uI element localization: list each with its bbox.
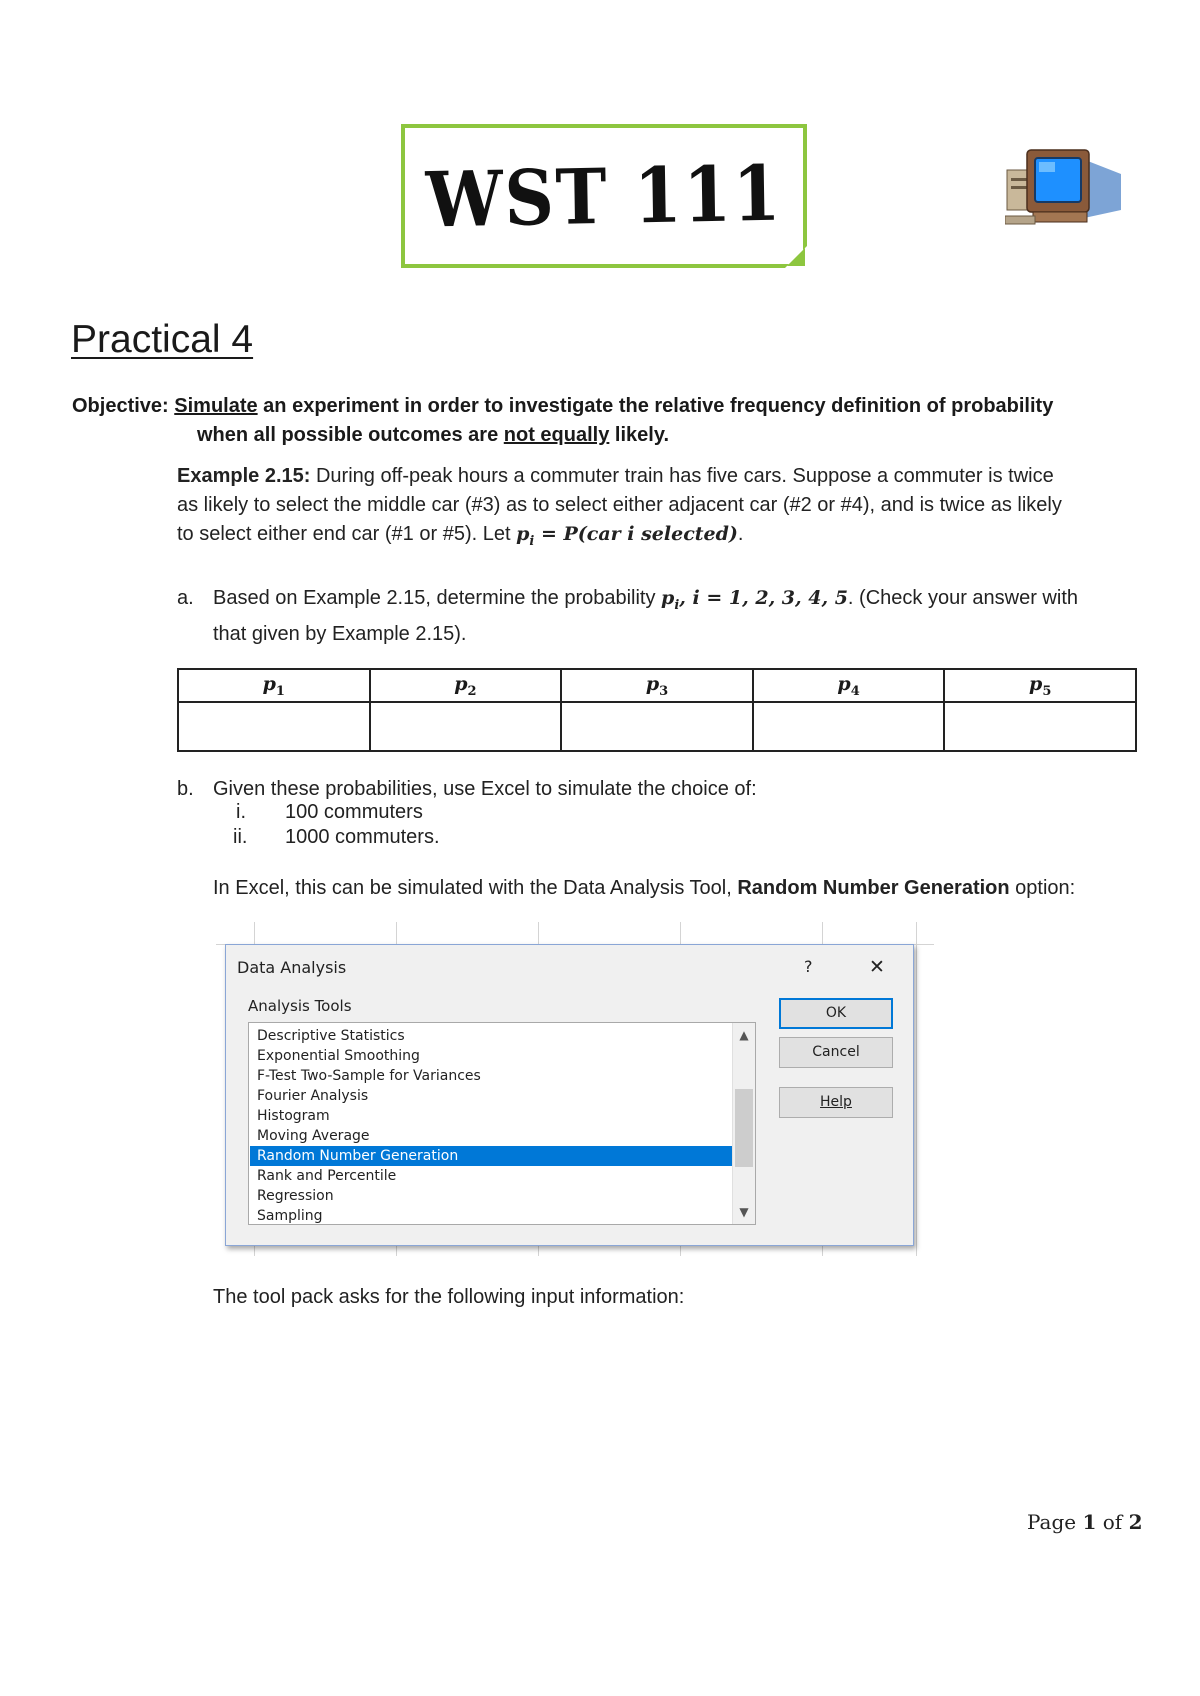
example-formula: $p_i = P(car$ i selected) [516,523,738,549]
list-item-sampling[interactable]: Sampling [257,1208,323,1224]
header-p3: $p_3$ [561,669,753,702]
course-logo [401,124,807,268]
answer-cell-p3[interactable] [561,702,753,751]
list-item-random-number-generation[interactable]: Random Number Generation [250,1146,732,1166]
answer-cell-p1[interactable] [178,702,370,751]
excel-option-name: Random Number Generation [737,877,1010,899]
dialog-title: Data Analysis [237,958,347,977]
page-curl-icon [785,246,807,268]
part-a-marker: a. [177,587,194,609]
example-paragraph: Example 2.15: During off-peak hours a commuter train has five cars. Suppose a commuter is twice as likely to select the middle car (#3) as to select either adjacent car (#2 or #4), and is twice as likely to select either end car (#1 or #5). Let $p_i = P(car$ i selected). [177,462,1137,556]
help-button[interactable]: Help [779,1087,893,1118]
analysis-tools-label: Analysis Tools [248,997,352,1015]
objective [72,392,1140,450]
scroll-down-icon[interactable]: ▼ [739,1205,749,1219]
list-item: 1000 commuters. [285,826,440,848]
list-item-rank-and-percentile[interactable]: Rank and Percentile [257,1168,397,1184]
ok-button[interactable]: OK [779,998,893,1029]
part-b-marker: b. [177,778,194,800]
cancel-button[interactable]: Cancel [779,1037,893,1068]
part-b-list-numbers [233,800,248,850]
objective-not-equally: not equally [503,424,610,446]
page-title: Practical 4 [71,318,254,361]
list-item-exponential-smoothing[interactable]: Exponential Smoothing [257,1048,420,1064]
header-p4: $p_4$ [753,669,945,702]
help-icon[interactable]: ? [804,957,813,976]
header-p5: $p_5$ [944,669,1136,702]
list-item-fourier-analysis[interactable]: Fourier Analysis [257,1088,369,1104]
example-line-1: During off-peak hours a commuter train has five cars. Suppose a commuter is twice [310,465,1054,487]
part-a-text-1: Based on Example 2.15, determine the probability [213,587,662,609]
data-analysis-dialog [225,944,914,1246]
part-a-text-3: that given by Example 2.15). [213,622,467,645]
part-a [213,584,1137,649]
computer-icon [1005,148,1123,228]
part-b-text: Given these probabilities, use Excel to simulate the choice of: [213,778,757,800]
list-item-num: ii. [233,826,248,848]
example-label: Example 2.15: [177,465,311,487]
objective-text-3: likely. [609,424,670,446]
objective-text-2: when all possible outcomes are [197,424,504,446]
example-line-2: as likely to select the middle car (#3) as to select either adjacent car (#2 or #4), and is twice as likely [177,494,1062,516]
answer-cell-p2[interactable] [370,702,562,751]
objective-simulate: Simulate [174,395,258,417]
list-item-num: i. [236,801,246,823]
course-code: WST 111 [425,148,783,244]
list-item-histogram[interactable]: Histogram [257,1108,330,1124]
part-b-list [285,800,440,850]
excel-instruction: In Excel, this can be simulated with the Data Analysis Tool, Random Number Generation option: [213,877,1076,899]
answer-cell-p4[interactable] [753,702,945,751]
scroll-up-icon[interactable]: ▲ [739,1028,749,1042]
answer-cell-p5[interactable] [944,702,1136,751]
example-line-3: to select either end car (#1 or #5). Let [177,523,517,545]
objective-label: Objective: [72,395,169,417]
objective-text-1: an experiment in order to investigate the relative frequency definition of probability [257,395,1054,417]
probability-table [177,668,1137,752]
closing-text: The tool pack asks for the following input information: [213,1286,685,1308]
page-number: Page 1 of 2 [1027,1510,1143,1534]
list-item: 100 commuters [285,801,423,823]
table-header-row [178,669,1136,702]
analysis-tools-list[interactable] [248,1022,756,1225]
part-a-formula: $p_i$, i = 1, 2, 3, 4, 5 [661,587,848,613]
list-item-regression[interactable]: Regression [257,1188,334,1204]
list-item-f-test[interactable]: F-Test Two-Sample for Variances [257,1068,481,1084]
header-p1: $p_1$ [178,669,370,702]
part-a-text-2: . (Check your answer with [847,587,1078,609]
header-p2: $p_2$ [370,669,562,702]
scroll-thumb[interactable] [735,1089,753,1167]
table-answer-row [178,702,1136,751]
list-item-descriptive-statistics[interactable]: Descriptive Statistics [257,1028,405,1044]
close-icon[interactable]: ✕ [869,956,885,978]
list-item-moving-average[interactable]: Moving Average [257,1128,370,1144]
list-scrollbar[interactable] [732,1023,755,1224]
